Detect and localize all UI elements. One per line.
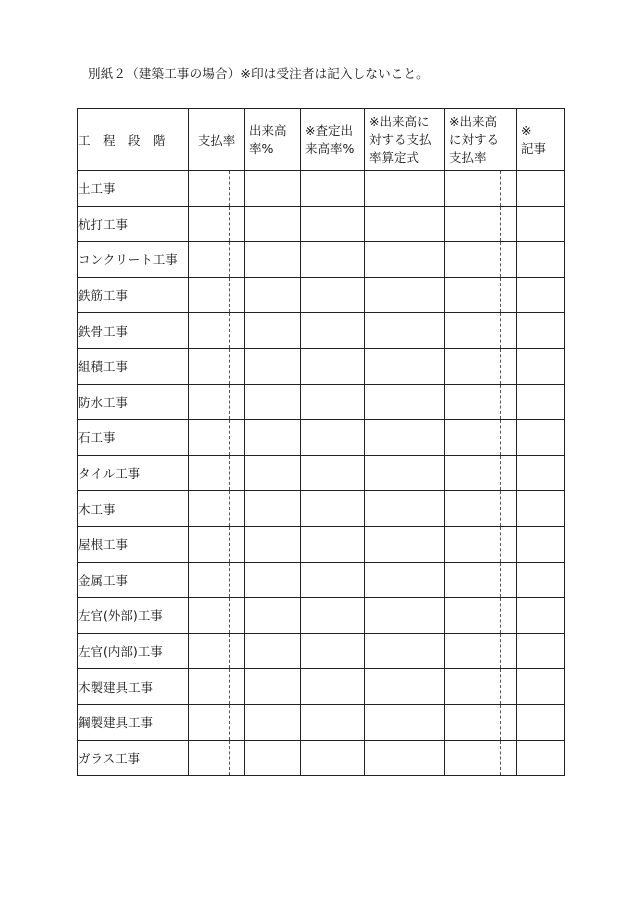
payment-formula-cell[interactable]: [365, 384, 445, 420]
table-row: [78, 598, 565, 634]
table-row: [78, 384, 565, 420]
work-category-cell: [78, 420, 189, 456]
payment-rate-cell[interactable]: [189, 633, 230, 669]
payment-rate-cell[interactable]: [189, 455, 230, 491]
work-category-label: 木工事: [78, 501, 116, 517]
work-category-cell: [78, 206, 189, 242]
rate-for-completion-cell[interactable]: [445, 562, 501, 598]
payment-rate-sub-cell[interactable]: [230, 348, 245, 384]
table-row: [78, 206, 565, 242]
payment-rate-cell[interactable]: [189, 242, 230, 278]
work-category-label: 組積工事: [78, 359, 129, 375]
payment-rate-sub-cell[interactable]: [230, 171, 245, 207]
rate-for-completion-sub-cell[interactable]: [501, 740, 517, 776]
completion-rate-cell[interactable]: [245, 633, 301, 669]
payment-formula-cell[interactable]: [365, 171, 445, 207]
work-category-label: 鉄筋工事: [78, 288, 129, 304]
rate-for-completion-cell[interactable]: [445, 598, 501, 634]
payment-rate-cell[interactable]: [189, 206, 230, 242]
work-category-cell: [78, 562, 189, 598]
work-category-label: 左官(外部)工事: [78, 608, 163, 624]
rate-for-completion-sub-cell[interactable]: [501, 313, 517, 349]
work-category-label: 鉄骨工事: [78, 323, 129, 339]
remarks-cell[interactable]: [517, 669, 565, 705]
remarks-cell[interactable]: [517, 526, 565, 562]
rate-for-completion-sub-cell[interactable]: [501, 633, 517, 669]
rate-for-completion-cell[interactable]: [445, 420, 501, 456]
remarks-cell[interactable]: [517, 455, 565, 491]
table-row: [78, 277, 565, 313]
work-category-cell: [78, 455, 189, 491]
header-payment-formula: ※出来高に 対する支払 率算定式: [365, 109, 445, 171]
payment-formula-cell[interactable]: [365, 562, 445, 598]
assessed-rate-cell[interactable]: [301, 348, 365, 384]
rate-for-completion-sub-cell[interactable]: [501, 277, 517, 313]
completion-rate-cell[interactable]: [245, 277, 301, 313]
payment-formula-cell[interactable]: [365, 526, 445, 562]
payment-rate-cell[interactable]: [189, 277, 230, 313]
payment-formula-cell[interactable]: [365, 277, 445, 313]
remarks-cell[interactable]: [517, 704, 565, 740]
payment-rate-cell[interactable]: [189, 171, 230, 207]
rate-for-completion-cell[interactable]: [445, 313, 501, 349]
header-process-label: 工 程 段 階: [78, 132, 166, 148]
assessed-rate-cell[interactable]: [301, 491, 365, 527]
work-category-cell: [78, 384, 189, 420]
payment-rate-sub-cell[interactable]: [230, 491, 245, 527]
rate-for-completion-cell[interactable]: [445, 669, 501, 705]
rate-for-completion-sub-cell[interactable]: [501, 171, 517, 207]
work-category-label: コンクリート工事: [78, 252, 178, 268]
payment-formula-cell[interactable]: [365, 491, 445, 527]
header-process: [78, 109, 189, 171]
payment-rate-cell[interactable]: [189, 313, 230, 349]
table-body: [78, 171, 565, 776]
completion-rate-cell[interactable]: [245, 455, 301, 491]
rate-for-completion-cell[interactable]: [445, 740, 501, 776]
rate-for-completion-cell[interactable]: [445, 384, 501, 420]
payment-formula-cell[interactable]: [365, 740, 445, 776]
completion-rate-cell[interactable]: [245, 348, 301, 384]
payment-rate-sub-cell[interactable]: [230, 455, 245, 491]
rate-for-completion-cell[interactable]: [445, 455, 501, 491]
work-category-cell: [78, 526, 189, 562]
table-row: [78, 242, 565, 278]
rate-for-completion-cell[interactable]: [445, 348, 501, 384]
header-row: [78, 109, 565, 171]
header-rate-for-completion: ※出来高 に対する 支払率: [445, 109, 517, 171]
payment-rate-sub-cell[interactable]: [230, 598, 245, 634]
payment-formula-cell[interactable]: [365, 704, 445, 740]
completion-rate-cell[interactable]: [245, 740, 301, 776]
header-remarks: ※ 記事: [517, 109, 565, 171]
rate-for-completion-sub-cell[interactable]: [501, 206, 517, 242]
completion-rate-cell[interactable]: [245, 384, 301, 420]
rate-for-completion-cell[interactable]: [445, 242, 501, 278]
work-category-cell: [78, 704, 189, 740]
completion-rate-cell[interactable]: [245, 313, 301, 349]
remarks-cell[interactable]: [517, 598, 565, 634]
work-category-cell: [78, 313, 189, 349]
completion-rate-cell[interactable]: [245, 562, 301, 598]
work-category-label: 杭打工事: [78, 216, 129, 232]
payment-formula-cell[interactable]: [365, 455, 445, 491]
work-category-cell: [78, 171, 189, 207]
rate-for-completion-sub-cell[interactable]: [501, 348, 517, 384]
completion-rate-cell[interactable]: [245, 491, 301, 527]
table-row: [78, 526, 565, 562]
work-category-label: 左官(内部)工事: [78, 644, 163, 660]
table-row: [78, 633, 565, 669]
table-row: [78, 420, 565, 456]
remarks-cell[interactable]: [517, 491, 565, 527]
assessed-rate-cell[interactable]: [301, 633, 365, 669]
header-payment-rate: 支払率: [189, 109, 245, 171]
payment-rate-cell[interactable]: [189, 420, 230, 456]
assessed-rate-cell[interactable]: [301, 455, 365, 491]
rate-for-completion-cell[interactable]: [445, 491, 501, 527]
payment-rate-sub-cell[interactable]: [230, 206, 245, 242]
payment-formula-cell[interactable]: [365, 313, 445, 349]
work-category-cell: [78, 491, 189, 527]
remarks-cell[interactable]: [517, 740, 565, 776]
remarks-cell[interactable]: [517, 562, 565, 598]
work-category-label: 鋼製建具工事: [78, 715, 154, 731]
rate-for-completion-sub-cell[interactable]: [501, 562, 517, 598]
table-row: [78, 171, 565, 207]
payment-rate-cell[interactable]: [189, 598, 230, 634]
rate-for-completion-sub-cell[interactable]: [501, 598, 517, 634]
work-category-label: 防水工事: [78, 394, 129, 410]
table-row: [78, 740, 565, 776]
assessed-rate-cell[interactable]: [301, 313, 365, 349]
completion-rate-cell[interactable]: [245, 420, 301, 456]
remarks-cell[interactable]: [517, 277, 565, 313]
table-row: [78, 455, 565, 491]
rate-for-completion-sub-cell[interactable]: [501, 384, 517, 420]
rate-for-completion-sub-cell[interactable]: [501, 420, 517, 456]
remarks-cell[interactable]: [517, 171, 565, 207]
header-completion-rate: 出来高 率%: [245, 109, 301, 171]
remarks-cell[interactable]: [517, 206, 565, 242]
payment-rate-cell[interactable]: [189, 669, 230, 705]
table-row: [78, 704, 565, 740]
remarks-cell[interactable]: [517, 633, 565, 669]
payment-rate-sub-cell[interactable]: [230, 242, 245, 278]
payment-rate-sub-cell[interactable]: [230, 704, 245, 740]
completion-rate-cell[interactable]: [245, 669, 301, 705]
payment-rate-sub-cell[interactable]: [230, 633, 245, 669]
work-category-cell: [78, 242, 189, 278]
remarks-cell[interactable]: [517, 348, 565, 384]
work-category-label: 木製建具工事: [78, 679, 154, 695]
construction-progress-table: [77, 108, 565, 776]
table-row: [78, 348, 565, 384]
assessed-rate-cell[interactable]: [301, 420, 365, 456]
payment-rate-sub-cell[interactable]: [230, 526, 245, 562]
payment-formula-cell[interactable]: [365, 242, 445, 278]
rate-for-completion-sub-cell[interactable]: [501, 491, 517, 527]
rate-for-completion-cell[interactable]: [445, 206, 501, 242]
assessed-rate-cell[interactable]: [301, 740, 365, 776]
rate-for-completion-sub-cell[interactable]: [501, 526, 517, 562]
remarks-cell[interactable]: [517, 242, 565, 278]
work-category-cell: [78, 669, 189, 705]
assessed-rate-cell[interactable]: [301, 206, 365, 242]
work-category-cell: [78, 348, 189, 384]
assessed-rate-cell[interactable]: [301, 526, 365, 562]
rate-for-completion-cell[interactable]: [445, 277, 501, 313]
payment-rate-sub-cell[interactable]: [230, 313, 245, 349]
rate-for-completion-sub-cell[interactable]: [501, 704, 517, 740]
payment-rate-cell[interactable]: [189, 491, 230, 527]
payment-rate-cell[interactable]: [189, 526, 230, 562]
payment-rate-cell[interactable]: [189, 384, 230, 420]
payment-rate-sub-cell[interactable]: [230, 420, 245, 456]
work-category-cell: [78, 598, 189, 634]
completion-rate-cell[interactable]: [245, 704, 301, 740]
assessed-rate-cell[interactable]: [301, 384, 365, 420]
rate-for-completion-cell[interactable]: [445, 704, 501, 740]
payment-rate-sub-cell[interactable]: [230, 740, 245, 776]
assessed-rate-cell[interactable]: [301, 669, 365, 705]
work-category-label: 屋根工事: [78, 537, 129, 553]
assessed-rate-cell[interactable]: [301, 242, 365, 278]
remarks-cell[interactable]: [517, 420, 565, 456]
assessed-rate-cell[interactable]: [301, 598, 365, 634]
rate-for-completion-sub-cell[interactable]: [501, 455, 517, 491]
rate-for-completion-sub-cell[interactable]: [501, 669, 517, 705]
payment-formula-cell[interactable]: [365, 206, 445, 242]
payment-rate-sub-cell[interactable]: [230, 277, 245, 313]
work-category-label: 土工事: [78, 181, 116, 197]
payment-rate-sub-cell[interactable]: [230, 562, 245, 598]
work-category-label: 石工事: [78, 430, 116, 446]
remarks-cell[interactable]: [517, 384, 565, 420]
rate-for-completion-cell[interactable]: [445, 633, 501, 669]
table-row: [78, 491, 565, 527]
payment-formula-cell[interactable]: [365, 348, 445, 384]
assessed-rate-cell[interactable]: [301, 562, 365, 598]
work-category-cell: [78, 740, 189, 776]
work-category-cell: [78, 277, 189, 313]
completion-rate-cell[interactable]: [245, 171, 301, 207]
header-assessed-rate: ※査定出 来高率%: [301, 109, 365, 171]
assessed-rate-cell[interactable]: [301, 704, 365, 740]
payment-rate-cell[interactable]: [189, 704, 230, 740]
payment-rate-cell[interactable]: [189, 562, 230, 598]
payment-formula-cell[interactable]: [365, 420, 445, 456]
completion-rate-cell[interactable]: [245, 526, 301, 562]
payment-formula-cell[interactable]: [365, 598, 445, 634]
table-row: [78, 562, 565, 598]
table-row: [78, 313, 565, 349]
completion-rate-cell[interactable]: [245, 206, 301, 242]
completion-rate-cell[interactable]: [245, 598, 301, 634]
rate-for-completion-cell[interactable]: [445, 171, 501, 207]
remarks-cell[interactable]: [517, 313, 565, 349]
table-row: [78, 669, 565, 705]
work-category-cell: [78, 633, 189, 669]
rate-for-completion-sub-cell[interactable]: [501, 242, 517, 278]
payment-rate-cell[interactable]: [189, 740, 230, 776]
work-category-label: ガラス工事: [78, 750, 141, 766]
payment-rate-cell[interactable]: [189, 348, 230, 384]
payment-rate-sub-cell[interactable]: [230, 384, 245, 420]
payment-formula-cell[interactable]: [365, 633, 445, 669]
work-category-label: 金属工事: [78, 572, 129, 588]
document-caption: 別紙２（建築工事の場合）※印は受注者は記入しないこと。: [88, 66, 429, 81]
payment-formula-cell[interactable]: [365, 669, 445, 705]
work-category-label: タイル工事: [78, 466, 141, 482]
assessed-rate-cell[interactable]: [301, 277, 365, 313]
payment-rate-sub-cell[interactable]: [230, 669, 245, 705]
rate-for-completion-cell[interactable]: [445, 526, 501, 562]
assessed-rate-cell[interactable]: [301, 171, 365, 207]
completion-rate-cell[interactable]: [245, 242, 301, 278]
